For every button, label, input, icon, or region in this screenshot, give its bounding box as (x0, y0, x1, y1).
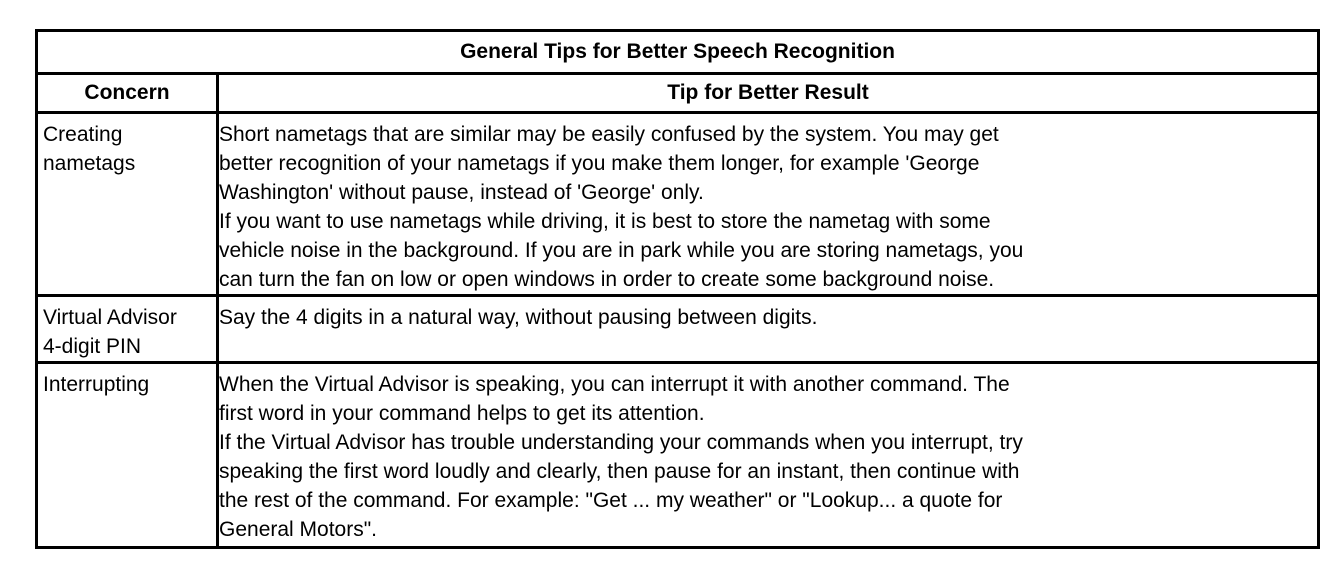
table-row (38, 294, 1317, 361)
table-header-row (38, 72, 1317, 111)
concern-cell (38, 297, 219, 361)
tip-paragraph (219, 370, 1307, 428)
concern-line: 4-digit PIN (43, 335, 142, 358)
concern-line: Interrupting (43, 373, 150, 396)
tip-line: first word in your command helps to get its attention. (219, 402, 705, 425)
concern-line: nametags (43, 152, 136, 175)
tip-line: the rest of the command. For example: "Get ... my weather" or "Lookup... a quote for (219, 489, 1003, 512)
tip-line: speaking the first word loudly and clearly, then pause for an instant, then continue with (219, 460, 1020, 483)
tip-cell (219, 114, 1317, 294)
tip-paragraph (219, 120, 1307, 207)
tip-paragraph (219, 428, 1307, 544)
tip-line: Say the 4 digits in a natural way, without pausing between digits. (219, 306, 818, 329)
tip-line: Short nametags that are similar may be easily confused by the system. You may get (219, 123, 999, 146)
tip-line: If the Virtual Advisor has trouble understanding your commands when you interrupt, try (219, 431, 1023, 454)
tip-line: General Motors". (219, 518, 378, 541)
table-title-row (38, 32, 1317, 72)
tip-cell (219, 364, 1317, 546)
header-tip: Tip for Better Result (667, 81, 869, 104)
tip-line: When the Virtual Advisor is speaking, you can interrupt it with another command. The (219, 373, 1010, 396)
tip-cell (219, 297, 1317, 361)
tip-paragraph (219, 303, 1307, 332)
concern-line: Virtual Advisor (43, 306, 177, 329)
speech-tips-table (35, 29, 1320, 549)
tip-line: can turn the fan on low or open windows in order to create some background noise. (219, 268, 995, 291)
concern-cell (38, 364, 219, 546)
header-concern: Concern (38, 75, 219, 111)
tip-line: better recognition of your nametags if you make them longer, for example 'George (219, 152, 980, 175)
table-title: General Tips for Better Speech Recognition (460, 40, 895, 63)
tip-line: Washington' without pause, instead of 'George' only. (219, 181, 704, 204)
tip-line: If you want to use nametags while driving, it is best to store the nametag with some (219, 210, 991, 233)
concern-line: Creating (43, 123, 123, 146)
tip-paragraph (219, 207, 1307, 294)
concern-cell (38, 114, 219, 294)
table-row (38, 111, 1317, 294)
tip-line: vehicle noise in the background. If you are in park while you are storing nametags, you (219, 239, 1024, 262)
table-row (38, 361, 1317, 546)
